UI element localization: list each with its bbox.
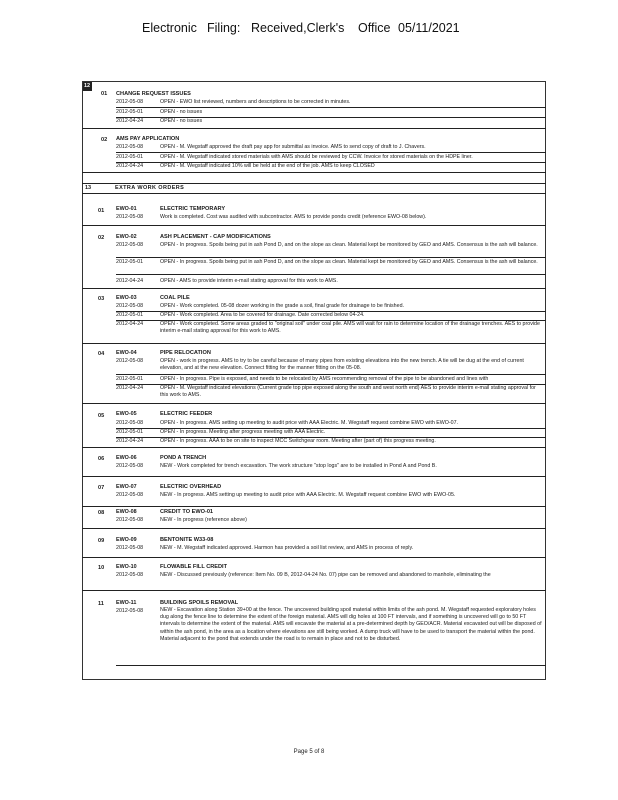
item-number: 09 bbox=[98, 538, 105, 544]
entry-date: 2012-04-24 bbox=[116, 385, 144, 391]
ewo-title: FLOWABLE FILL CREDIT bbox=[160, 564, 228, 570]
entry-text: OPEN - AMS to provide interim e-mail stating approval for this work to AMS. bbox=[160, 278, 338, 284]
item-divider bbox=[82, 590, 546, 591]
ewo-ref: EWO-03 bbox=[116, 295, 137, 301]
item-number: 07 bbox=[98, 485, 105, 491]
item-title: AMS PAY APPLICATION bbox=[116, 136, 180, 142]
entry-text: Work is completed. Cost was audited with subcontractor. AMS to provide ponds credit (reference EWO-08 below). bbox=[160, 214, 427, 220]
entry-date: 2012-05-08 bbox=[116, 608, 144, 614]
ewo-title: BUILDING SPOILS REMOVAL bbox=[160, 600, 239, 606]
item-divider bbox=[82, 557, 546, 558]
entry-row bbox=[116, 278, 546, 285]
entry-text: OPEN - In progress. AAA to be on site to inspect MCC Switchgear room. Meeting after (part of) this progress meeting. bbox=[160, 438, 436, 444]
section-13-bar bbox=[82, 183, 546, 194]
item-number: 04 bbox=[98, 351, 105, 357]
item-number: 05 bbox=[98, 413, 105, 419]
ewo-ref: EWO-04 bbox=[116, 350, 137, 356]
ewo-ref: EWO-11 bbox=[116, 600, 137, 606]
entry-date: 2012-05-08 bbox=[116, 517, 144, 523]
entry-text: NEW - Discussed previously (reference: Item No. 09 B, 2012-04-24 No. 07) pipe can be removed and abandoned to manhole, eliminating the bbox=[160, 572, 491, 578]
item-divider bbox=[82, 528, 546, 529]
entry-date: 2012-05-01 bbox=[116, 154, 144, 160]
ewo-title: ELECTRIC OVERHEAD bbox=[160, 484, 222, 490]
entry-row bbox=[116, 376, 546, 383]
entry-text: OPEN - In progress. Spoils being put in ash Pond D, and on the slope as clean. Material kept be monitored by GEO and AMS. Consensus is the ash will balance. bbox=[160, 259, 538, 265]
row-divider bbox=[116, 665, 546, 666]
ewo-title: ELECTRIC TEMPORARY bbox=[160, 206, 226, 212]
entry-date: 2012-05-08 bbox=[116, 420, 144, 426]
entry-date: 2012-05-01 bbox=[116, 376, 144, 382]
entry-row bbox=[116, 545, 546, 552]
entry-text: NEW - Work completed for trench excavation. The work structure "stop logs" are to be installed in Pond A and Pond B. bbox=[160, 463, 437, 469]
item-divider bbox=[82, 288, 546, 289]
entry-row bbox=[116, 163, 546, 170]
item-number: 03 bbox=[98, 296, 105, 302]
entry-row bbox=[116, 144, 546, 151]
ewo-title: BENTONITE W33-08 bbox=[160, 537, 214, 543]
item-number: 01 bbox=[98, 208, 105, 214]
item-number: 10 bbox=[98, 565, 105, 571]
entry-row bbox=[116, 358, 546, 372]
entry-text: OPEN - In progress. AMS setting up meeting to audit price with AAA Electric. M. Wegstaff request combine EWO with EWO-07. bbox=[160, 420, 459, 426]
entry-row bbox=[116, 118, 546, 125]
entry-row bbox=[116, 242, 546, 256]
ewo-title: ASH PLACEMENT - CAP MODIFICATIONS bbox=[160, 234, 271, 240]
entry-date: 2012-05-01 bbox=[116, 259, 144, 265]
item-divider bbox=[82, 128, 546, 129]
item-number: 01 bbox=[101, 91, 108, 97]
ewo-title: PIPE RELOCATION bbox=[160, 350, 211, 356]
entry-date: 2012-05-01 bbox=[116, 312, 144, 318]
entry-text: OPEN - In progress. Spoils being put in ash Pond D, and on the slope as clean. Material kept be monitored by GEO and AMS. Consensus is the ash will balance. bbox=[160, 242, 538, 248]
header-electronic: Electronic bbox=[142, 21, 197, 35]
entry-text: OPEN - Work completed. 05-08 dozer working in the grade a soil, final grade for drainage to be finished. bbox=[160, 303, 404, 309]
entry-date: 2012-05-01 bbox=[116, 429, 144, 435]
ewo-ref: EWO-06 bbox=[116, 455, 137, 461]
entry-row bbox=[116, 438, 546, 445]
ewo-ref: EWO-07 bbox=[116, 484, 137, 490]
header-received: Received,Clerk's bbox=[251, 21, 345, 35]
item-divider bbox=[82, 343, 546, 344]
entry-date: 2012-05-08 bbox=[116, 99, 144, 105]
filing-header bbox=[0, 21, 618, 37]
ewo-ref: EWO-05 bbox=[116, 411, 137, 417]
entry-row bbox=[116, 312, 546, 319]
ewo-ref: EWO-02 bbox=[116, 234, 137, 240]
ewo-ref: EWO-10 bbox=[116, 564, 137, 570]
entry-text: OPEN - work in progress. AMS to try to be careful because of many pipes from existing elevations into the new trench. A tie will be dug at the end of current elevation, and at the new elevation. Connect fitting for the manner fitting on the 05-08. bbox=[160, 358, 524, 371]
ewo-ref: EWO-08 bbox=[116, 509, 137, 515]
item-divider bbox=[82, 506, 546, 507]
entry-row bbox=[116, 154, 546, 161]
entry-date: 2012-05-08 bbox=[116, 303, 144, 309]
ewo-title: CREDIT TO EWO-01 bbox=[160, 509, 214, 515]
entry-row bbox=[116, 385, 546, 399]
entry-text-long: NEW - Excavation along Station 39+00 at the fence. The uncovered building spoil material within limits of the ash pond. M. Wegstaff requested exploratory holes dug along the fence line to determine the extent of the foreign material. AMS will dig holes at 100 FT intervals, and if something is uncovered will go to 50 FT intervals to determine the extent of the material. AMS will excavate the material at a pre-determined depth by GEO/ACR. Material excavated out will be disposed of within the ash pond, in the area as a location where elevations are still being worked. A dump truck will have to be used to transport the material within the pond. Material adjacent to the pond that extends under the road is to remain in place and not to be disturbed. bbox=[160, 607, 542, 642]
section-number: 13 bbox=[85, 185, 92, 191]
entry-row bbox=[116, 259, 546, 273]
entry-date: 2012-05-08 bbox=[116, 358, 144, 364]
row-divider bbox=[116, 107, 546, 108]
row-divider bbox=[116, 257, 546, 258]
ewo-title: ELECTRIC FEEDER bbox=[160, 411, 213, 417]
entry-text: NEW - In progress (reference above) bbox=[160, 517, 247, 523]
entry-text: OPEN - In progress. Pipe is exposed, and needs to be relocated by AMS recommending removal of the pipe to be abandoned and lines with bbox=[160, 376, 489, 382]
item-divider bbox=[82, 476, 546, 477]
entry-text: OPEN - no issues bbox=[160, 109, 203, 115]
entry-row bbox=[116, 99, 546, 106]
item-title: CHANGE REQUEST ISSUES bbox=[116, 91, 191, 97]
entry-text: NEW - In progress. AMS setting up meeting to audit price with AAA Electric. M. Wegstaff request combine EWO with EWO-05. bbox=[160, 492, 456, 498]
item-divider bbox=[82, 403, 546, 404]
ewo-title: COAL PILE bbox=[160, 295, 190, 301]
header-office: Office bbox=[358, 21, 391, 35]
entry-date: 2012-05-08 bbox=[116, 144, 144, 150]
entry-row bbox=[116, 321, 546, 335]
entry-date: 2012-05-08 bbox=[116, 572, 144, 578]
entry-text: OPEN - M. Wegstaff indicated elevations (Current grade top pipe exposed along the south and west north end) AES to provide interim e-mail stating approval for this work to AMS. bbox=[160, 385, 536, 398]
entry-row bbox=[116, 463, 546, 470]
entry-date: 2012-05-08 bbox=[116, 242, 144, 248]
entry-row bbox=[116, 303, 546, 310]
entry-row bbox=[116, 517, 546, 524]
entry-date: 2012-04-24 bbox=[116, 438, 144, 444]
ewo-ref: EWO-09 bbox=[116, 537, 137, 543]
entry-text: NEW - M. Wegstaff indicated approved. Harmon has provided a soil list review, and AMS in process of reply. bbox=[160, 545, 414, 551]
row-divider bbox=[116, 274, 546, 275]
entry-row bbox=[116, 420, 546, 427]
entry-text: OPEN - M. Wegstaff approved the draft pay app for submittal as invoice. AMS to send copy of draft to J. Chavers. bbox=[160, 144, 426, 150]
entry-text: OPEN - Work completed. Some areas graded to "original soil" under coal pile. AMS will wait for rain to determine location of the drainage trenches. AES to provide interim e-mail stating approval for this work to AMS. bbox=[160, 321, 540, 334]
row-divider bbox=[116, 374, 546, 375]
entry-text: OPEN - In progress. Meeting after progress meeting with AAA Electric. bbox=[160, 429, 326, 435]
entry-row bbox=[116, 429, 546, 436]
item-divider bbox=[82, 225, 546, 226]
entry-row bbox=[116, 214, 546, 221]
section-heading: EXTRA WORK ORDERS bbox=[115, 185, 185, 191]
entry-date: 2012-05-08 bbox=[116, 545, 144, 551]
entry-date: 2012-04-24 bbox=[116, 278, 144, 284]
entry-text: OPEN - M. Wegstaff indicated stored materials with AMS should be reviewed by CCW. Invoice for stored materials on the HDPE liner. bbox=[160, 154, 473, 160]
entry-date: 2012-05-01 bbox=[116, 109, 144, 115]
entry-date: 2012-05-08 bbox=[116, 463, 144, 469]
item-number: 06 bbox=[98, 456, 105, 462]
section-12-marker: 12 bbox=[84, 83, 91, 89]
item-number: 02 bbox=[98, 235, 105, 241]
entry-row bbox=[116, 109, 546, 116]
page-number: Page 5 of 8 bbox=[293, 749, 325, 755]
entry-date: 2012-05-08 bbox=[116, 214, 144, 220]
entry-text: OPEN - Work completed. Area to be covered for drainage. Date corrected below 04-24. bbox=[160, 312, 365, 318]
entry-date: 2012-04-24 bbox=[116, 118, 144, 124]
item-number: 11 bbox=[98, 601, 104, 607]
entry-date: 2012-04-24 bbox=[116, 321, 144, 327]
entry-row bbox=[116, 492, 546, 499]
item-number: 02 bbox=[101, 137, 108, 143]
item-number: 08 bbox=[98, 510, 105, 516]
entry-text: OPEN - no issues bbox=[160, 118, 203, 124]
item-divider bbox=[82, 172, 546, 173]
entry-row bbox=[116, 572, 546, 579]
row-divider bbox=[116, 152, 546, 153]
entry-date: 2012-05-08 bbox=[116, 492, 144, 498]
entry-text: OPEN - M. Wegstaff indicated 10% will be held at the end of the job. AMS to keep CLOSED bbox=[160, 163, 375, 169]
header-date: 05/11/2021 bbox=[398, 21, 460, 35]
entry-date: 2012-04-24 bbox=[116, 163, 144, 169]
header-filing: Filing: bbox=[207, 21, 241, 35]
ewo-ref: EWO-01 bbox=[116, 206, 137, 212]
entry-text: OPEN - EWO list reviewed, numbers and descriptions to be corrected in minutes. bbox=[160, 99, 351, 105]
ewo-title: POND A TRENCH bbox=[160, 455, 207, 461]
item-divider bbox=[82, 447, 546, 448]
